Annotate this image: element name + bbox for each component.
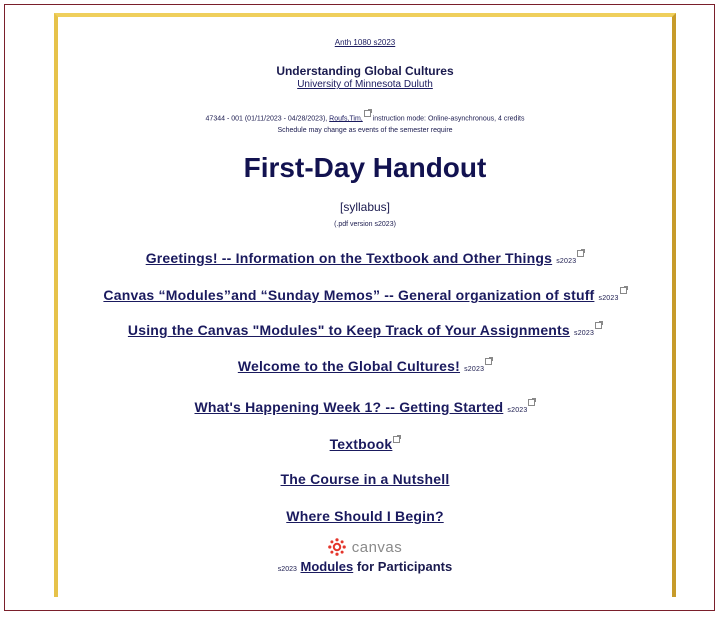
course-code-link[interactable]: Anth 1080 s2023 (334, 38, 396, 47)
modules-tag: s2023 (277, 566, 297, 573)
link-row-using-modules (58, 322, 672, 338)
canvas-logo-icon (328, 538, 346, 556)
welcome-link[interactable]: Welcome to the Global Cultures! (237, 358, 461, 374)
syllabus-label: [syllabus] (339, 200, 391, 214)
link-row-nutshell (58, 471, 672, 487)
textbook-link[interactable]: Textbook (329, 436, 393, 452)
course-info-prefix: 47344 - 001 (01/11/2023 - 04/28/2023), (205, 115, 328, 123)
modules-link[interactable]: Modules (300, 559, 354, 574)
course-title: Understanding Global Cultures (276, 64, 454, 78)
page-title: First-Day Handout (243, 152, 487, 183)
link-row-week1 (58, 399, 672, 415)
week1-link[interactable]: What's Happening Week 1? -- Getting Started (194, 399, 504, 415)
course-info-line (58, 110, 672, 122)
external-link-icon (485, 358, 492, 365)
external-link-icon (393, 436, 400, 443)
link-tag: s2023 (556, 258, 577, 265)
pdf-version-note: (.pdf version s2023) (334, 221, 396, 228)
modules-memos-link[interactable]: Canvas “Modules”and “Sunday Memos” -- General organization of stuff (103, 287, 595, 303)
university-link[interactable]: University of Minnesota Duluth (297, 79, 433, 90)
schedule-note: Schedule may change as events of the semester require (277, 127, 453, 134)
link-row-modules-memos (58, 287, 672, 303)
link-tag: s2023 (464, 366, 485, 373)
canvas-logo-text: canvas (351, 538, 403, 556)
link-row-textbook (58, 436, 672, 452)
external-link-icon (577, 250, 584, 257)
external-link-icon (364, 110, 371, 117)
link-tag: s2023 (574, 330, 595, 337)
modules-suffix: for Participants (353, 559, 453, 574)
greetings-link[interactable]: Greetings! -- Information on the Textbook and Other Things (145, 250, 553, 266)
link-row-begin (58, 508, 672, 524)
using-modules-link[interactable]: Using the Canvas "Modules" to Keep Track of Your Assignments (127, 322, 570, 338)
modules-row (58, 559, 672, 574)
instructor-link[interactable]: Roufs,Tim, (329, 115, 363, 123)
link-row-welcome (58, 358, 672, 374)
external-link-icon (528, 399, 535, 406)
external-link-icon (595, 322, 602, 329)
link-row-greetings (58, 250, 672, 266)
link-tag: s2023 (598, 295, 619, 302)
canvas-logo[interactable] (58, 537, 672, 557)
where-begin-link[interactable]: Where Should I Begin? (286, 508, 444, 524)
link-tag: s2023 (507, 407, 528, 414)
external-link-icon (620, 287, 627, 294)
course-info-suffix: instruction mode: Online-asynchronous, 4 credits (372, 115, 525, 123)
nutshell-link[interactable]: The Course in a Nutshell (280, 471, 450, 487)
